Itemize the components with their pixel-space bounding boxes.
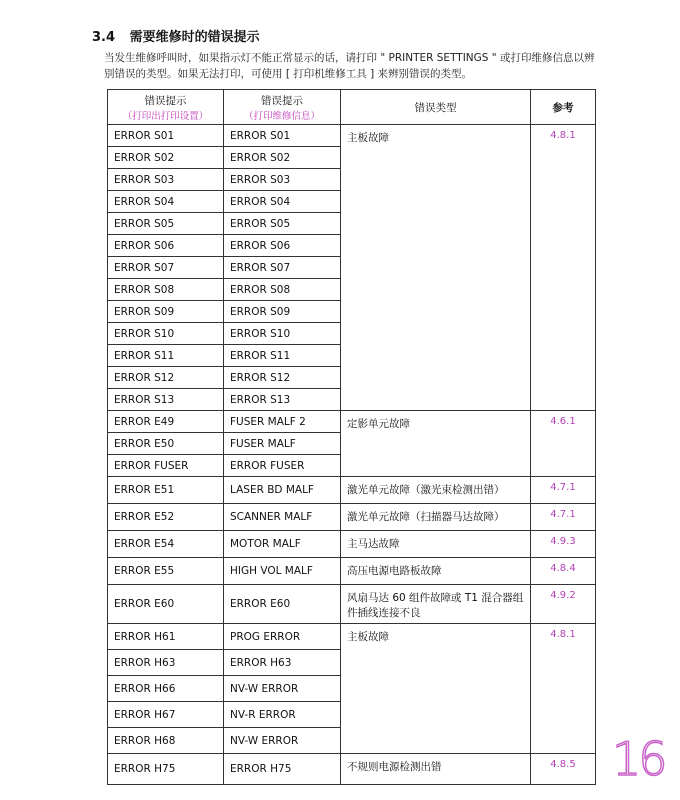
error-code-service: ERROR S12 [224, 367, 341, 389]
error-code-service: NV-W ERROR [224, 676, 341, 702]
reference-link: 4.9.3 [531, 531, 596, 558]
table-row [108, 585, 596, 624]
reference-link: 4.9.2 [531, 585, 596, 624]
table-row [108, 531, 596, 558]
error-type: 主板故障 [341, 125, 531, 411]
table-row [108, 411, 596, 433]
error-code-settings: ERROR H68 [108, 728, 224, 754]
header-reference: 参考 [531, 90, 596, 125]
intro-paragraph: 当发生维修呼叫时，如果指示灯不能正常显示的话，请打印 " PRINTER SETTINGS " 或打印维修信息以辨别错误的类型。如果无法打印，可使用 [ 打印机维修工具 ] 来辨别错误的类型。 [104, 52, 595, 80]
error-code-service: ERROR S04 [224, 191, 341, 213]
error-code-settings: ERROR S13 [108, 389, 224, 411]
error-code-service: SCANNER MALF [224, 504, 341, 531]
error-code-settings: ERROR S11 [108, 345, 224, 367]
error-type: 激光单元故障（激光束检测出错） [341, 477, 531, 504]
header-error-type: 错误类型 [341, 90, 531, 125]
error-type: 风扇马达 60 组件故障或 T1 混合器组件插线连接不良 [341, 585, 531, 624]
error-code-settings: ERROR H61 [108, 624, 224, 650]
error-code-settings: ERROR H75 [108, 754, 224, 785]
reference-link: 4.6.1 [531, 411, 596, 477]
error-code-settings: ERROR S06 [108, 235, 224, 257]
error-code-settings: ERROR H67 [108, 702, 224, 728]
error-table [107, 89, 596, 785]
error-code-settings: ERROR S01 [108, 125, 224, 147]
table-row [108, 558, 596, 585]
error-code-service: FUSER MALF [224, 433, 341, 455]
error-code-service: ERROR H63 [224, 650, 341, 676]
error-type: 高压电源电路板故障 [341, 558, 531, 585]
table-row [108, 624, 596, 650]
error-code-settings: ERROR E51 [108, 477, 224, 504]
error-code-settings: ERROR E54 [108, 531, 224, 558]
error-code-settings: ERROR E50 [108, 433, 224, 455]
error-code-service: FUSER MALF 2 [224, 411, 341, 433]
error-code-service: ERROR E60 [224, 585, 341, 624]
error-code-settings: ERROR S08 [108, 279, 224, 301]
error-code-service: ERROR S08 [224, 279, 341, 301]
section-number: 3.4 [92, 30, 116, 45]
error-code-service: HIGH VOL MALF [224, 558, 341, 585]
error-code-settings: ERROR S04 [108, 191, 224, 213]
error-code-settings: ERROR E49 [108, 411, 224, 433]
error-code-service: ERROR S06 [224, 235, 341, 257]
error-code-settings: ERROR E52 [108, 504, 224, 531]
error-code-service: ERROR S10 [224, 323, 341, 345]
error-code-settings: ERROR S03 [108, 169, 224, 191]
reference-link: 4.8.1 [531, 125, 596, 411]
reference-link: 4.7.1 [531, 504, 596, 531]
error-code-settings: ERROR S05 [108, 213, 224, 235]
reference-link: 4.8.5 [531, 754, 596, 785]
error-code-service: ERROR H75 [224, 754, 341, 785]
error-code-service: ERROR FUSER [224, 455, 341, 477]
error-type: 主板故障 [341, 624, 531, 754]
table-row [108, 477, 596, 504]
error-code-settings: ERROR S10 [108, 323, 224, 345]
table-row [108, 754, 596, 785]
error-code-service: ERROR S13 [224, 389, 341, 411]
header-error-service: 错误提示 （打印维修信息） [224, 90, 341, 125]
page-number: 16 [612, 732, 665, 786]
error-code-service: NV-W ERROR [224, 728, 341, 754]
table-row [108, 125, 596, 147]
error-code-settings: ERROR E60 [108, 585, 224, 624]
header-error-settings: 错误提示 （打印出打印设置） [108, 90, 224, 125]
error-code-service: MOTOR MALF [224, 531, 341, 558]
error-code-settings: ERROR S07 [108, 257, 224, 279]
table-row [108, 504, 596, 531]
error-code-settings: ERROR S12 [108, 367, 224, 389]
error-code-settings: ERROR H63 [108, 650, 224, 676]
section-title: 需要维修时的错误提示 [129, 30, 260, 45]
reference-link: 4.8.1 [531, 624, 596, 754]
error-code-settings: ERROR FUSER [108, 455, 224, 477]
error-code-settings: ERROR E55 [108, 558, 224, 585]
error-code-service: LASER BD MALF [224, 477, 341, 504]
error-code-service: NV-R ERROR [224, 702, 341, 728]
error-type: 激光单元故障（扫描器马达故障） [341, 504, 531, 531]
reference-link: 4.7.1 [531, 477, 596, 504]
section-heading [92, 26, 260, 45]
error-type: 定影单元故障 [341, 411, 531, 477]
error-type: 主马达故障 [341, 531, 531, 558]
error-code-settings: ERROR S09 [108, 301, 224, 323]
error-code-service: ERROR S07 [224, 257, 341, 279]
error-code-settings: ERROR S02 [108, 147, 224, 169]
error-code-service: PROG ERROR [224, 624, 341, 650]
error-code-service: ERROR S01 [224, 125, 341, 147]
error-code-service: ERROR S03 [224, 169, 341, 191]
error-code-service: ERROR S11 [224, 345, 341, 367]
error-code-service: ERROR S05 [224, 213, 341, 235]
table-header-row [108, 90, 596, 125]
error-type: 不规则电源检测出错 [341, 754, 531, 785]
error-code-service: ERROR S09 [224, 301, 341, 323]
error-code-settings: ERROR H66 [108, 676, 224, 702]
error-code-service: ERROR S02 [224, 147, 341, 169]
reference-link: 4.8.4 [531, 558, 596, 585]
